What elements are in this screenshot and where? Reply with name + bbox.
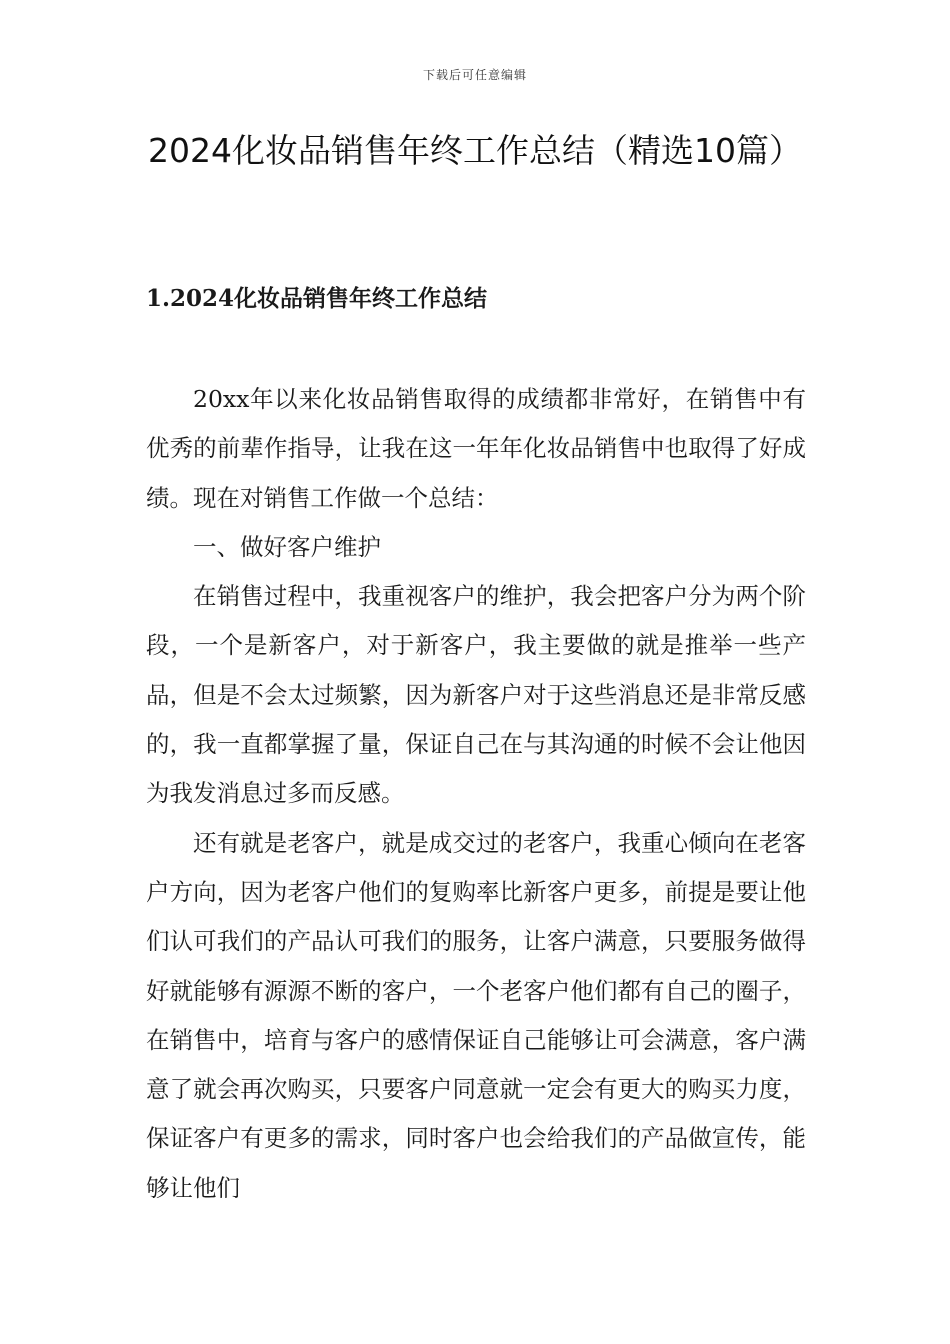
body-paragraph: 在销售过程中，我重视客户的维护，我会把客户分为两个阶段，一个是新客户，对于新客户，我主要做的就是推举一些产品，但是不会太过频繁，因为新客户对于这些消息还是非常反感的，我一直都掌握了量，保证自己在与其沟通的时候不会让他因为我发消息过多而反感。 [146,582,806,808]
header-note: 下载后可任意编辑 [422,68,527,82]
document-title: 2024化妆品销售年终工作总结（精选10篇） [148,131,802,170]
subsection-heading: 一、做好客户维护 [193,532,381,561]
document-body [146,375,806,1213]
section-heading: 1.2024化妆品销售年终工作总结 [146,285,488,312]
body-paragraph: 20xx年以来化妆品销售取得的成绩都非常好，在销售中有优秀的前辈作指导，让我在这一年年化妆品销售中也取得了好成绩。现在对销售工作做一个总结： [146,385,806,512]
body-paragraph: 还有就是老客户，就是成交过的老客户，我重心倾向在老客户方向，因为老客户他们的复购率比新客户更多，前提是要让他们认可我们的产品认可我们的服务，让客户满意，只要服务做得好就能够有源源不断的客户，一个老客户他们都有自己的圈子，在销售中，培育与客户的感情保证自己能够让可会满意，客户满意了就会再次购买，只要客户同意就一定会有更大的购买力度，保证客户有更多的需求，同时客户也会给我们的产品做宣传，能够让他们 [146,828,806,1202]
